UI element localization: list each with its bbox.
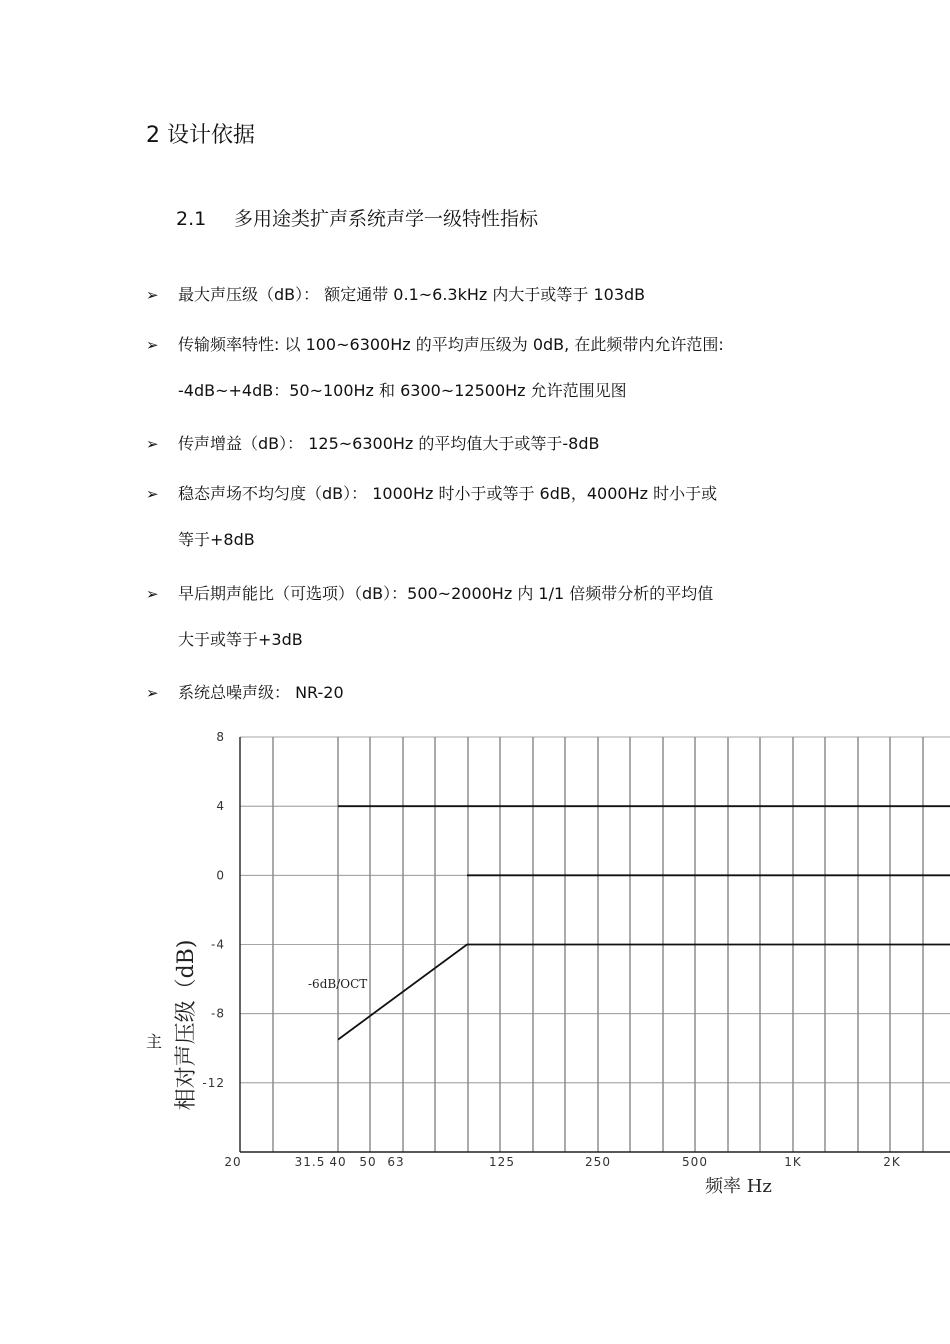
y-tick-label: -12 — [202, 1075, 225, 1090]
y-tick-label: -4 — [211, 937, 225, 952]
list-item-text: 稳态声场不均匀度（dB）： 1000Hz 时小于或等于 6dB，4000Hz 时小于或 — [178, 484, 718, 503]
list-item-continuation: 等于+8dB — [178, 530, 255, 549]
list-item — [146, 484, 717, 504]
bullet-arrow-icon: ➢ — [146, 485, 159, 503]
list-item-text: 系统总噪声级： NR-20 — [178, 683, 344, 702]
slope-annotation: -6dB/OCT — [308, 977, 368, 991]
section-heading: 2 设计依据 — [146, 123, 255, 148]
list-item-text: 传声增益（dB）： 125~6300Hz 的平均值大于或等于-8dB — [178, 434, 600, 453]
list-item — [146, 683, 344, 703]
bullet-arrow-icon: ➢ — [146, 336, 159, 354]
list-item — [146, 335, 724, 355]
x-tick-label: 1K — [784, 1155, 802, 1169]
x-tick-label: 125 — [489, 1155, 515, 1169]
bullet-arrow-icon: ➢ — [146, 435, 159, 453]
x-tick-label: 40 — [329, 1155, 347, 1169]
subsection-title: 多用途类扩声系统声学一级特性指标 — [234, 208, 539, 230]
x-tick-labels — [224, 1155, 901, 1169]
x-tick-label: 31.5 — [294, 1155, 326, 1169]
x-tick-label: 250 — [585, 1155, 611, 1169]
list-item — [146, 285, 645, 305]
y-axis-label: 相对声压级（dB) — [174, 939, 199, 1111]
list-item-continuation: 大于或等于+3dB — [178, 630, 303, 649]
bullet-arrow-icon: ➢ — [146, 684, 159, 702]
x-tick-label: 500 — [682, 1155, 708, 1169]
x-tick-label: 63 — [387, 1155, 405, 1169]
x-axis-label: 频率 Hz — [705, 1176, 772, 1197]
list-item-text: 最大声压级（dB）： 额定通带 0.1~6.3kHz 内大于或等于 103dB — [178, 285, 646, 304]
y-tick-label: 8 — [216, 730, 225, 744]
list-item — [146, 584, 713, 604]
x-tick-label: 50 — [359, 1155, 377, 1169]
x-tick-label: 20 — [224, 1155, 242, 1169]
x-tick-label: 2K — [883, 1155, 901, 1169]
list-item-continuation: -4dB~+4dB：50~100Hz 和 6300~12500Hz 允许范围见图 — [178, 381, 627, 400]
y-tick-label: 0 — [216, 868, 225, 883]
bullet-arrow-icon: ➢ — [146, 585, 159, 603]
bullet-arrow-icon: ➢ — [146, 286, 159, 304]
subsection-heading — [176, 204, 538, 231]
frequency-response-chart — [150, 725, 950, 1210]
list-item — [146, 434, 600, 454]
y-tick-labels — [202, 730, 225, 1090]
side-mark: 主 — [146, 1032, 163, 1051]
list-item-text: 传输频率特性: 以 100~6300Hz 的平均声压级为 0dB, 在此频带内允许范围: — [178, 335, 724, 354]
y-tick-label: 4 — [216, 799, 225, 814]
list-item-text: 早后期声能比（可选项）（dB）：500~2000Hz 内 1/1 倍频带分析的平均值 — [178, 584, 714, 603]
subsection-number: 2.1 — [176, 208, 207, 230]
y-tick-label: -8 — [211, 1006, 225, 1021]
